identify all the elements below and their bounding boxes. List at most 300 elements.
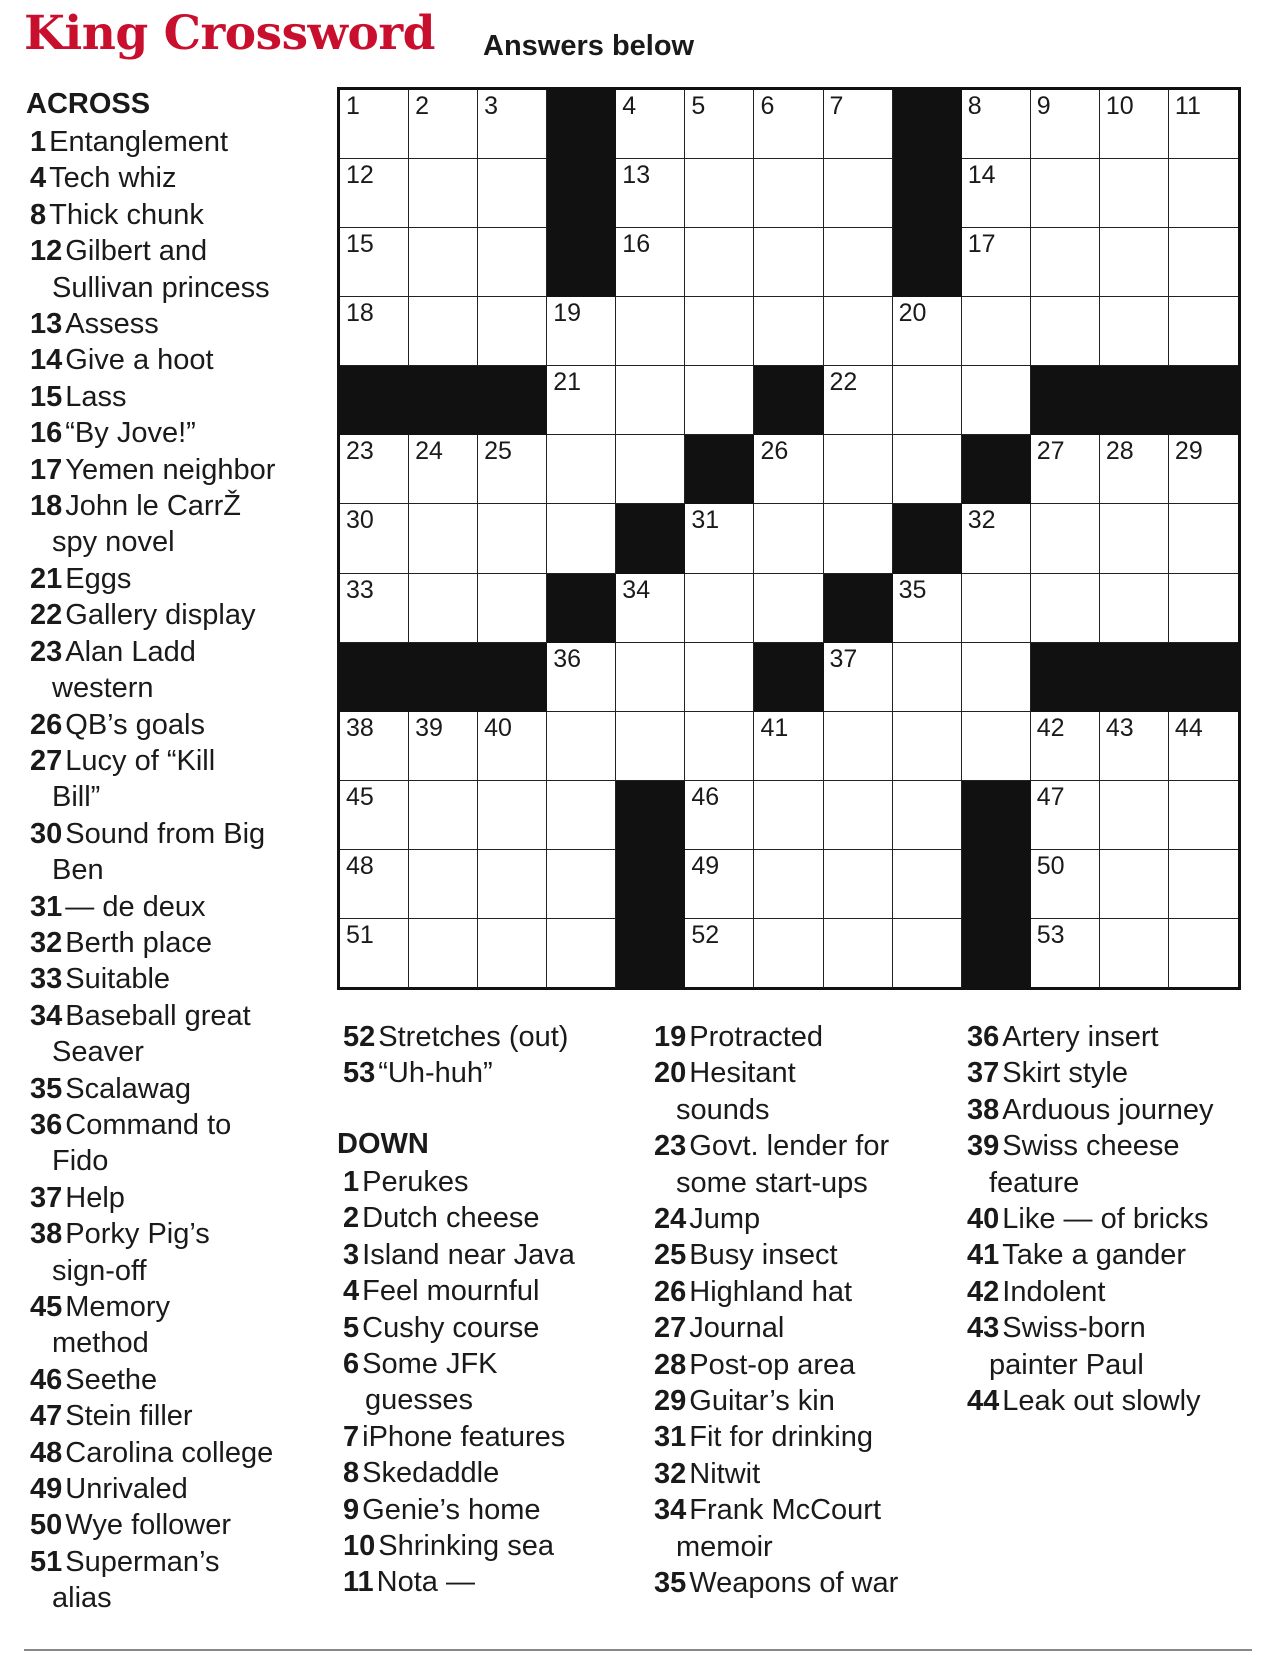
clue-text: Fit for drinking xyxy=(689,1421,873,1454)
grid-cell[interactable] xyxy=(547,850,616,919)
grid-cell[interactable] xyxy=(754,574,823,643)
cell-number: 30 xyxy=(346,506,374,535)
grid-cell[interactable] xyxy=(1031,159,1100,228)
cell-number: 49 xyxy=(691,851,720,880)
grid-cell[interactable] xyxy=(340,919,409,988)
grid-cell[interactable] xyxy=(1100,850,1169,919)
grid-cell[interactable] xyxy=(824,159,893,228)
clue-number: 40 xyxy=(967,1203,1000,1236)
clue-text: Carolina college xyxy=(65,1436,274,1469)
across-clue-26 xyxy=(24,707,275,743)
clue-text: Genie’s home xyxy=(362,1493,541,1526)
black-square xyxy=(547,159,616,228)
grid-cell[interactable] xyxy=(616,90,685,159)
cell-number: 4 xyxy=(622,92,637,120)
crossword-grid xyxy=(337,87,1241,990)
grid-cell[interactable] xyxy=(340,297,409,366)
black-square xyxy=(616,504,685,573)
grid-cell[interactable] xyxy=(409,919,478,988)
black-square xyxy=(962,850,1031,919)
clue-text: Swiss-born painter Paul xyxy=(989,1312,1146,1381)
grid-cell[interactable] xyxy=(547,366,616,435)
clue-number: 41 xyxy=(967,1239,1000,1272)
grid-cell[interactable] xyxy=(1169,781,1238,850)
grid-cell[interactable] xyxy=(824,850,893,919)
grid-cell[interactable] xyxy=(962,504,1031,573)
clue-number: 6 xyxy=(343,1348,360,1381)
across-clue-15 xyxy=(24,379,275,415)
down-clue-column-3 xyxy=(961,1019,1213,1419)
grid-cell[interactable] xyxy=(340,781,409,850)
cell-number: 32 xyxy=(967,506,996,535)
grid-cell[interactable] xyxy=(1031,435,1100,504)
cell-number: 33 xyxy=(346,575,374,604)
grid-cell[interactable] xyxy=(1169,90,1238,159)
clue-text: Assess xyxy=(65,308,159,341)
grid-cell[interactable] xyxy=(340,712,409,781)
grid-cell[interactable] xyxy=(478,781,547,850)
grid-cell[interactable] xyxy=(478,435,547,504)
grid-cell[interactable] xyxy=(1169,850,1238,919)
black-square xyxy=(754,643,823,712)
grid-cell[interactable] xyxy=(1100,919,1169,988)
grid-cell[interactable] xyxy=(478,919,547,988)
grid-cell[interactable] xyxy=(478,504,547,573)
grid-cell[interactable] xyxy=(893,712,962,781)
down-clue-27 xyxy=(648,1310,898,1346)
grid-cell[interactable] xyxy=(754,90,823,159)
grid-cell[interactable] xyxy=(547,712,616,781)
clue-text: Dutch cheese xyxy=(362,1202,540,1235)
clue-number: 8 xyxy=(343,1457,360,1490)
grid-cell[interactable] xyxy=(685,574,754,643)
grid-cell[interactable] xyxy=(1100,712,1169,781)
grid-cell[interactable] xyxy=(824,919,893,988)
clue-text: Unrivaled xyxy=(65,1473,188,1506)
across-clue-column-continued xyxy=(337,1019,568,1092)
clue-text: Artery insert xyxy=(1002,1021,1159,1053)
clue-number: 32 xyxy=(654,1457,687,1490)
cell-number: 34 xyxy=(622,575,651,604)
cell-number: 50 xyxy=(1036,851,1065,880)
cell-number: 35 xyxy=(898,575,927,604)
grid-cell[interactable] xyxy=(1169,504,1238,573)
cell-number: 31 xyxy=(691,506,720,535)
across-clue-53 xyxy=(337,1055,568,1091)
grid-cell[interactable] xyxy=(685,643,754,712)
grid-cell[interactable] xyxy=(1031,504,1100,573)
down-clue-8 xyxy=(337,1455,575,1491)
across-clue-21 xyxy=(24,561,275,597)
grid-cell[interactable] xyxy=(893,643,962,712)
cell-number: 18 xyxy=(346,299,374,328)
grid-cell[interactable] xyxy=(685,712,754,781)
cell-number: 25 xyxy=(484,437,512,466)
cell-number: 24 xyxy=(415,437,443,466)
grid-cell[interactable] xyxy=(478,159,547,228)
grid-cell[interactable] xyxy=(1169,919,1238,988)
cell-number: 52 xyxy=(691,920,720,949)
clue-number: 26 xyxy=(654,1275,687,1308)
across-clue-45 xyxy=(24,1289,275,1362)
down-clue-24 xyxy=(648,1201,898,1237)
clue-text: — de deux xyxy=(65,890,206,923)
grid-cell[interactable] xyxy=(547,781,616,850)
grid-cell[interactable] xyxy=(616,643,685,712)
black-square xyxy=(478,366,547,435)
black-square xyxy=(547,574,616,643)
grid-cell[interactable] xyxy=(409,297,478,366)
across-clue-27 xyxy=(24,743,275,816)
grid-cell[interactable] xyxy=(685,90,754,159)
answers-note: Answers below xyxy=(483,30,695,62)
clue-number: 24 xyxy=(654,1203,687,1236)
grid-cell[interactable] xyxy=(685,919,754,988)
grid-cell[interactable] xyxy=(893,574,962,643)
grid-cell[interactable] xyxy=(962,366,1031,435)
grid-cell[interactable] xyxy=(547,643,616,712)
clue-text: Post-op area xyxy=(689,1348,856,1381)
clue-text: Sound from Big Ben xyxy=(52,817,266,887)
across-clue-1 xyxy=(24,124,275,160)
grid-cell[interactable] xyxy=(1169,228,1238,297)
grid-cell[interactable] xyxy=(685,228,754,297)
clue-text: QB’s goals xyxy=(65,708,205,741)
grid-cell[interactable] xyxy=(1169,297,1238,366)
grid-cell[interactable] xyxy=(962,643,1031,712)
clue-number: 1 xyxy=(343,1166,360,1198)
clue-number: 35 xyxy=(654,1567,687,1600)
clue-text: Help xyxy=(65,1181,125,1214)
grid-cell[interactable] xyxy=(1100,504,1169,573)
grid-cell[interactable] xyxy=(340,574,409,643)
black-square xyxy=(1100,643,1169,712)
grid-cell[interactable] xyxy=(340,90,409,159)
grid-cell[interactable] xyxy=(685,850,754,919)
clue-text: Nitwit xyxy=(689,1457,761,1490)
grid-cell[interactable] xyxy=(754,919,823,988)
clue-number: 10 xyxy=(343,1530,376,1563)
black-square xyxy=(893,159,962,228)
grid-cell[interactable] xyxy=(685,781,754,850)
grid-cell[interactable] xyxy=(340,504,409,573)
grid-cell[interactable] xyxy=(616,574,685,643)
clue-number: 42 xyxy=(967,1275,1000,1308)
grid-cell[interactable] xyxy=(1100,228,1169,297)
grid-cell[interactable] xyxy=(409,574,478,643)
clue-text: Entanglement xyxy=(49,126,229,158)
black-square xyxy=(409,643,478,712)
cell-number: 51 xyxy=(346,920,374,949)
grid-cell[interactable] xyxy=(547,297,616,366)
clue-number: 37 xyxy=(967,1057,1000,1090)
grid-cell[interactable] xyxy=(409,435,478,504)
clue-text: Porky Pig’s sign-off xyxy=(52,1218,210,1287)
down-clue-29 xyxy=(648,1383,898,1419)
clue-number: 16 xyxy=(30,417,63,450)
clue-number: 38 xyxy=(30,1218,63,1251)
black-square xyxy=(962,435,1031,504)
cell-number: 3 xyxy=(484,92,499,120)
down-clue-28 xyxy=(648,1347,898,1383)
clue-text: Tech whiz xyxy=(49,162,177,195)
black-square xyxy=(547,228,616,297)
grid-cell[interactable] xyxy=(754,297,823,366)
grid-cell[interactable] xyxy=(616,366,685,435)
clue-number: 48 xyxy=(30,1436,63,1469)
grid-cell[interactable] xyxy=(478,228,547,297)
grid-cell[interactable] xyxy=(962,228,1031,297)
grid-cell[interactable] xyxy=(1100,574,1169,643)
clue-text: Thick chunk xyxy=(49,198,204,231)
across-clue-22 xyxy=(24,597,275,633)
clue-text: Lucy of “Kill Bill” xyxy=(52,744,216,814)
grid-cell[interactable] xyxy=(824,781,893,850)
across-clue-48 xyxy=(24,1435,275,1471)
grid-cell[interactable] xyxy=(754,712,823,781)
clue-number: 52 xyxy=(343,1021,376,1053)
grid-cell[interactable] xyxy=(824,435,893,504)
grid-cell[interactable] xyxy=(340,435,409,504)
grid-cell[interactable] xyxy=(478,850,547,919)
cell-number: 13 xyxy=(622,161,651,190)
grid-cell[interactable] xyxy=(685,504,754,573)
across-clue-column xyxy=(24,124,275,1617)
clue-number: 49 xyxy=(30,1473,63,1506)
cell-number: 1 xyxy=(346,92,360,120)
grid-cell[interactable] xyxy=(685,159,754,228)
across-clue-51 xyxy=(24,1544,275,1617)
grid-cell[interactable] xyxy=(893,366,962,435)
grid-cell[interactable] xyxy=(1031,919,1100,988)
clue-number: 2 xyxy=(343,1202,360,1235)
clue-number: 50 xyxy=(30,1509,63,1542)
grid-cell[interactable] xyxy=(824,366,893,435)
clue-number: 51 xyxy=(30,1545,63,1578)
grid-cell[interactable] xyxy=(685,366,754,435)
grid-cell[interactable] xyxy=(1031,297,1100,366)
grid-cell[interactable] xyxy=(893,435,962,504)
grid-cell[interactable] xyxy=(616,435,685,504)
black-square xyxy=(340,366,409,435)
across-clue-36 xyxy=(24,1107,275,1180)
bottom-divider xyxy=(24,1649,1252,1651)
grid-cell[interactable] xyxy=(962,90,1031,159)
grid-cell[interactable] xyxy=(1100,159,1169,228)
grid-cell[interactable] xyxy=(824,712,893,781)
clue-number: 18 xyxy=(30,490,63,523)
down-clue-36 xyxy=(961,1019,1213,1055)
clue-number: 13 xyxy=(30,308,63,341)
across-clue-35 xyxy=(24,1071,275,1107)
clue-number: 53 xyxy=(343,1057,376,1090)
clue-text: Govt. lender for some start-ups xyxy=(676,1130,890,1199)
grid-cell[interactable] xyxy=(962,297,1031,366)
across-clue-23 xyxy=(24,634,275,707)
grid-cell[interactable] xyxy=(1031,850,1100,919)
grid-cell[interactable] xyxy=(962,712,1031,781)
clue-text: Frank McCourt memoir xyxy=(676,1494,882,1563)
clue-text: Island near Java xyxy=(362,1238,575,1271)
grid-cell[interactable] xyxy=(824,643,893,712)
grid-cell[interactable] xyxy=(409,159,478,228)
black-square xyxy=(478,643,547,712)
grid-cell[interactable] xyxy=(1100,435,1169,504)
clue-text: Hesitant sounds xyxy=(676,1057,796,1126)
clue-number: 37 xyxy=(30,1181,63,1214)
clue-text: Gilbert and Sullivan princess xyxy=(52,235,270,304)
grid-cell[interactable] xyxy=(478,574,547,643)
grid-cell[interactable] xyxy=(754,850,823,919)
down-clue-5 xyxy=(337,1310,575,1346)
across-clue-31 xyxy=(24,889,275,925)
grid-cell[interactable] xyxy=(962,574,1031,643)
grid-cell[interactable] xyxy=(340,228,409,297)
clue-text: Scalawag xyxy=(65,1072,192,1105)
cell-number: 43 xyxy=(1105,713,1134,742)
grid-cell[interactable] xyxy=(893,919,962,988)
cell-number: 42 xyxy=(1036,713,1065,742)
down-clue-37 xyxy=(961,1055,1213,1091)
grid-cell[interactable] xyxy=(754,504,823,573)
down-clue-10 xyxy=(337,1528,575,1564)
grid-cell[interactable] xyxy=(547,435,616,504)
grid-cell[interactable] xyxy=(547,504,616,573)
grid-cell[interactable] xyxy=(1031,228,1100,297)
grid-cell[interactable] xyxy=(1169,159,1238,228)
grid-cell[interactable] xyxy=(962,159,1031,228)
clue-text: Stretches (out) xyxy=(378,1021,569,1053)
grid-cell[interactable] xyxy=(478,297,547,366)
cell-number: 38 xyxy=(346,713,374,742)
clue-text: John le CarrŽ spy novel xyxy=(52,490,241,559)
across-clue-18 xyxy=(24,488,275,561)
grid-cell[interactable] xyxy=(824,228,893,297)
clue-number: 22 xyxy=(30,599,63,632)
clue-text: Lass xyxy=(65,380,127,413)
grid-cell[interactable] xyxy=(340,159,409,228)
grid-cell[interactable] xyxy=(754,159,823,228)
grid-cell[interactable] xyxy=(1031,574,1100,643)
grid-cell[interactable] xyxy=(1100,297,1169,366)
clue-number: 14 xyxy=(30,344,63,377)
grid-cell[interactable] xyxy=(824,297,893,366)
cell-number: 10 xyxy=(1105,92,1134,120)
clue-text: Arduous journey xyxy=(1002,1093,1214,1126)
clue-number: 17 xyxy=(30,453,63,486)
across-clue-52 xyxy=(337,1019,568,1055)
clue-number: 25 xyxy=(654,1239,687,1272)
grid-cell[interactable] xyxy=(1031,781,1100,850)
grid-cell[interactable] xyxy=(1169,574,1238,643)
grid-cell[interactable] xyxy=(754,228,823,297)
across-clue-37 xyxy=(24,1180,275,1216)
grid-cell[interactable] xyxy=(409,781,478,850)
grid-cell[interactable] xyxy=(1169,435,1238,504)
clue-number: 3 xyxy=(343,1238,360,1271)
clue-number: 28 xyxy=(654,1348,687,1381)
grid-cell[interactable] xyxy=(893,297,962,366)
cell-number: 9 xyxy=(1036,92,1051,120)
grid-cell[interactable] xyxy=(1031,90,1100,159)
grid-cell[interactable] xyxy=(409,228,478,297)
clue-number: 23 xyxy=(654,1130,687,1163)
grid-cell[interactable] xyxy=(616,228,685,297)
black-square xyxy=(409,366,478,435)
clue-text: Cushy course xyxy=(362,1311,540,1344)
down-clue-40 xyxy=(961,1201,1213,1237)
cell-number: 14 xyxy=(967,161,996,190)
grid-cell[interactable] xyxy=(409,712,478,781)
grid-cell[interactable] xyxy=(547,919,616,988)
cell-number: 37 xyxy=(829,644,858,673)
clue-text: Skirt style xyxy=(1002,1057,1128,1090)
grid-cell[interactable] xyxy=(409,504,478,573)
across-clue-16 xyxy=(24,415,275,451)
grid-cell[interactable] xyxy=(616,297,685,366)
clue-number: 47 xyxy=(30,1400,63,1433)
grid-cell[interactable] xyxy=(616,712,685,781)
clue-number: 21 xyxy=(30,562,63,595)
down-clue-7 xyxy=(337,1419,575,1455)
clue-text: Stein filler xyxy=(65,1400,193,1433)
grid-cell[interactable] xyxy=(685,297,754,366)
grid-cell[interactable] xyxy=(1169,712,1238,781)
clue-number: 15 xyxy=(30,380,63,413)
clue-text: Jump xyxy=(689,1203,761,1236)
grid-cell[interactable] xyxy=(754,435,823,504)
grid-cell[interactable] xyxy=(340,850,409,919)
grid-cell[interactable] xyxy=(616,159,685,228)
grid-cell[interactable] xyxy=(409,850,478,919)
down-clue-42 xyxy=(961,1274,1213,1310)
cell-number: 5 xyxy=(691,92,706,120)
down-clue-43 xyxy=(961,1310,1213,1383)
clue-text: Yemen neighbor xyxy=(65,453,276,486)
clue-text: “By Jove!” xyxy=(65,417,196,450)
cell-number: 20 xyxy=(898,299,927,328)
clue-text: Nota — xyxy=(376,1566,475,1599)
down-clue-9 xyxy=(337,1492,575,1528)
cell-number: 29 xyxy=(1174,437,1203,466)
cell-number: 46 xyxy=(691,782,720,811)
grid-cell[interactable] xyxy=(409,90,478,159)
clue-number: 39 xyxy=(967,1130,1000,1163)
grid-cell[interactable] xyxy=(1031,712,1100,781)
down-clue-column-1 xyxy=(337,1164,575,1601)
cell-number: 22 xyxy=(829,368,858,397)
grid-cell[interactable] xyxy=(1100,781,1169,850)
grid-cell[interactable] xyxy=(824,504,893,573)
black-square xyxy=(962,781,1031,850)
grid-cell[interactable] xyxy=(478,90,547,159)
across-clue-12 xyxy=(24,233,275,306)
clue-text: Suitable xyxy=(65,963,171,996)
grid-cell[interactable] xyxy=(893,781,962,850)
across-clue-33 xyxy=(24,961,275,997)
grid-cell[interactable] xyxy=(824,90,893,159)
clue-text: Take a gander xyxy=(1002,1239,1187,1272)
clue-number: 7 xyxy=(343,1420,360,1453)
grid-cell[interactable] xyxy=(1100,90,1169,159)
grid-cell[interactable] xyxy=(893,850,962,919)
down-clue-2 xyxy=(337,1200,575,1236)
grid-cell[interactable] xyxy=(754,781,823,850)
cell-number: 11 xyxy=(1174,92,1201,120)
grid-cell[interactable] xyxy=(478,712,547,781)
clue-text: Weapons of war xyxy=(689,1567,899,1600)
cell-number: 8 xyxy=(967,92,982,120)
